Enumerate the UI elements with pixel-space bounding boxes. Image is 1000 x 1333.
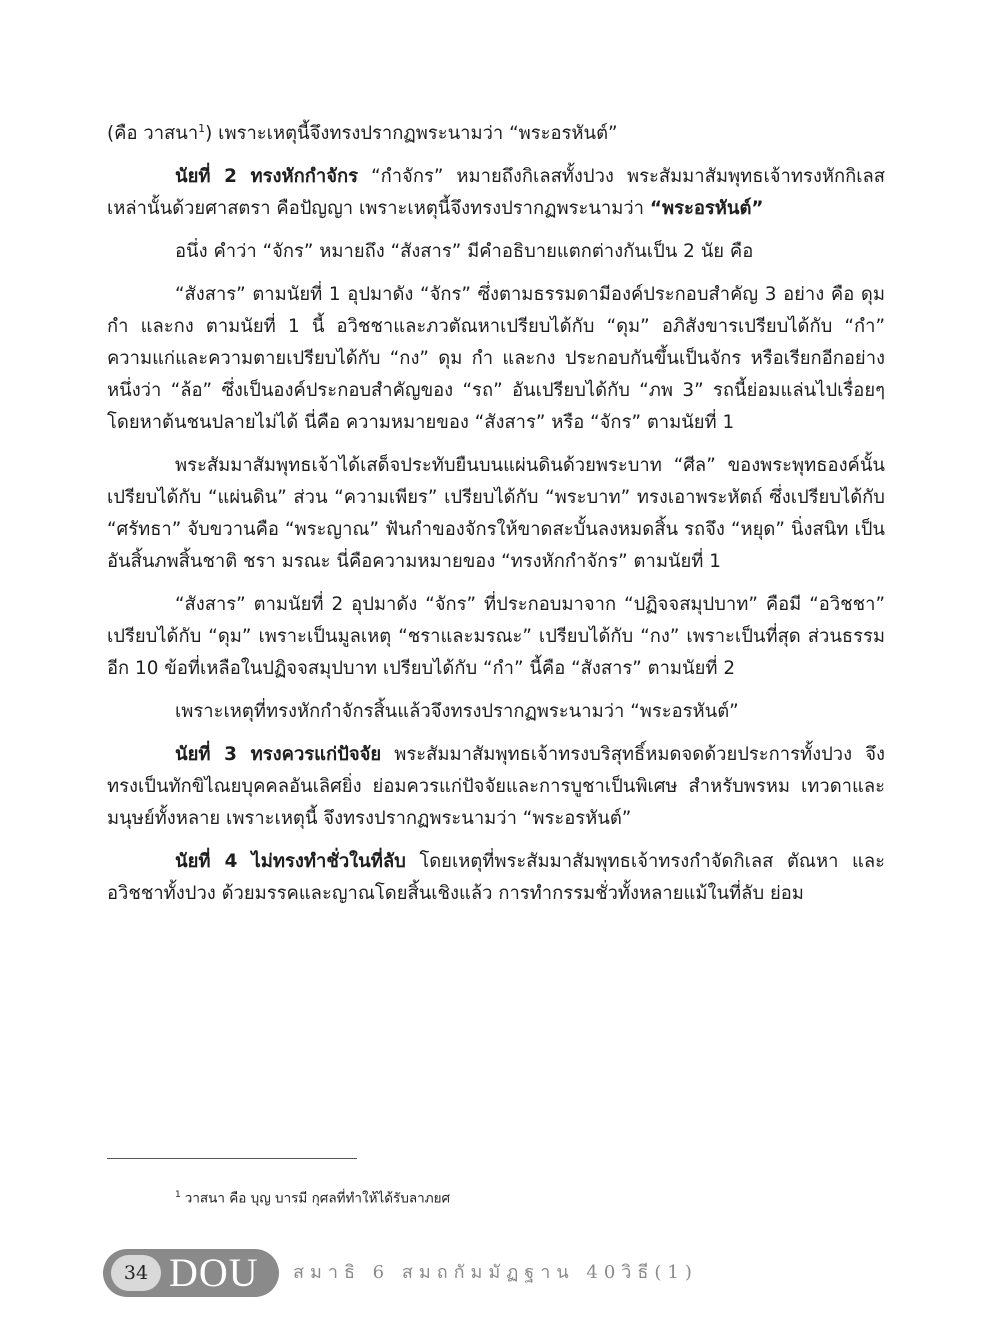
paragraph-4: “สังสาร” ตามนัยที่ 1 อุปมาดัง “จักร” ซึ่งตามธรรมดามีองค์ประกอบสำคัญ 3 อย่าง คือ ดุม กำ และกง ตามนัยที่ 1 นี้ อวิชชาและภวตัณหาเปรียบได้กับ “ดุม” อภิสังขารเปรียบได้กับ “กำ” ความแก่และความตายเปรียบได้กับ “กง” ดุม กำ และกง ประกอบกันขึ้นเป็นจักร หรือเรียกอีกอย่างหนึ่งว่า “ล้อ” ซึ่งเป็นองค์ประกอบสำคัญของ “รถ” อันเปรียบได้กับ “ภพ 3” รถนี้ย่อมแล่นไปเรื่อยๆ โดยหาต้นชนปลายไม่ได้ นี่คือ ความหมายของ “สังสาร” หรือ “จักร” ตามนัยที่ 1 <box>107 284 885 433</box>
footer-badge <box>103 1249 279 1297</box>
section-heading-2: นัยที่ 2 ทรงหักกำจักร <box>175 166 358 187</box>
footnote-text: วาสนา คือ บุญ บารมี กุศลที่ทำให้ได้รับลาภยศ <box>184 1190 451 1207</box>
paragraph-2-emphasis: “พระอรหันต์” <box>649 198 764 219</box>
dou-logo: DOU <box>169 1250 259 1295</box>
page-footer <box>103 1249 703 1299</box>
page-number: 34 <box>111 1255 161 1291</box>
book-title: สมาธิ 6 สมถกัมมัฏฐาน 40วิธี(1) <box>293 1262 698 1283</box>
paragraph-2 <box>107 161 885 225</box>
paragraph-2-text: “กำจักร” หมายถึงกิเลสทั้งปวง พระสัมมาสัมพุทธเจ้าทรงหักกิเลสเหล่านั้นด้วยศาสตรา คือปัญญา เพราะเหตุนี้จึงทรงปรากฏพระนามว่า <box>107 166 885 219</box>
paragraph-8-text: พระสัมมาสัมพุทธเจ้าทรงบริสุทธิ์หมดจดด้วยประการทั้งปวง จึงทรงเป็นทักขิไณยบุคคลอันเลิศยิ่ง ย่อมควรแก่ปัจจัยและการบูชาเป็นพิเศษ สำหรับพรหม เทวดาและมนุษย์ทั้งหลาย เพราะเหตุนี้ จึงทรงปรากฏพระนามว่า “พระอรหันต์” <box>107 744 885 829</box>
paragraph-1-text: (คือ วาสนา <box>107 123 199 144</box>
footnote-divider <box>107 1158 357 1159</box>
paragraph-1-text-end: ) เพราะเหตุนี้จึงทรงปรากฏพระนามว่า “พระอรหันต์” <box>205 123 618 144</box>
section-heading-3: นัยที่ 3 ทรงควรแก่ปัจจัย <box>175 744 382 765</box>
paragraph-9 <box>107 846 885 910</box>
body-text <box>107 118 885 921</box>
paragraph-8 <box>107 739 885 835</box>
paragraph-1 <box>107 118 885 150</box>
footnote-mark: 1 <box>175 1190 181 1200</box>
paragraph-3: อนึ่ง คำว่า “จักร” หมายถึง “สังสาร” มีคำอธิบายแตกต่างกันเป็น 2 นัย คือ <box>175 241 754 262</box>
footnote-reference[interactable]: 1 <box>198 121 206 135</box>
section-heading-4: นัยที่ 4 ไม่ทรงทำชั่วในที่ลับ <box>175 851 406 872</box>
paragraph-5: พระสัมมาสัมพุทธเจ้าได้เสด็จประทับยืนบนแผ่นดินด้วยพระบาท “ศีล” ของพระพุทธองค์นั้นเปรียบได้กับ “แผ่นดิน” ส่วน “ความเพียร” เปรียบได้กับ “พระบาท” ทรงเอาพระหัตถ์ ซึ่งเปรียบได้กับ “ศรัทธา” จับขวานคือ “พระญาณ” ฟันกำของจักรให้ขาดสะบั้นลงหมดสิ้น รถจึง “หยุด” นิ่งสนิท เป็นอันสิ้นภพสิ้นชาติ ชรา มรณะ นี่คือความหมายของ “ทรงหักกำจักร” ตามนัยที่ 1 <box>107 455 885 572</box>
paragraph-9-text: โดยเหตุที่พระสัมมาสัมพุทธเจ้าทรงกำจัดกิเลส ตัณหา และอวิชชาทั้งปวง ด้วยมรรคและญาณโดยสิ้นเชิงแล้ว การทำกรรมชั่วทั้งหลายแม้ในที่ลับ ย่อม <box>107 851 885 904</box>
paragraph-7: เพราะเหตุที่ทรงหักกำจักรสิ้นแล้วจึงทรงปรากฏพระนามว่า “พระอรหันต์” <box>175 701 739 722</box>
footnote <box>175 1186 450 1208</box>
paragraph-6: “สังสาร” ตามนัยที่ 2 อุปมาดัง “จักร” ที่ประกอบมาจาก “ปฏิจจสมุปบาท” คือมี “อวิชชา” เปรียบได้กับ “ดุม” เพราะเป็นมูลเหตุ “ชราและมรณะ” เปรียบได้กับ “กง” เพราะเป็นที่สุด ส่วนธรรมอีก 10 ข้อที่เหลือในปฏิจจสมุปบาท เปรียบได้กับ “กำ” นี้คือ “สังสาร” ตามนัยที่ 2 <box>107 594 885 679</box>
